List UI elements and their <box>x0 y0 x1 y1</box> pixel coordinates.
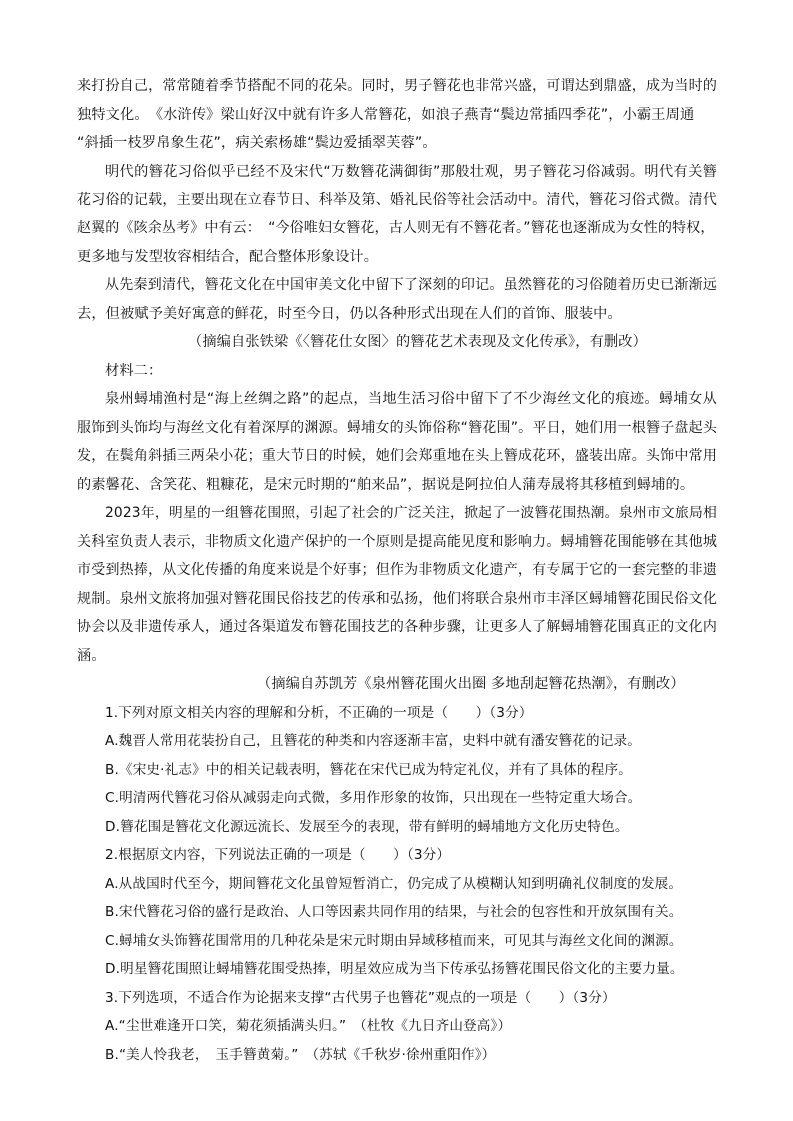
para2-line3: 赵翼的《陔余丛考》中有云： “今俗唯妇女簪花，古人则无有不簪花者。”簪花也逐渐成为女性的特权， <box>77 220 715 236</box>
question-3-option-a: A.“尘世难逢开口笑，菊花须插满头归。” （杜牧《九日齐山登高》） <box>105 1018 512 1034</box>
para5-line2: 关科室负责人表示，非物质文化遗产保护的一个原则是提高能见度和影响力。蟳埔簪花围能够在其他城 <box>77 534 717 550</box>
para2-line2: 花习俗的记载，主要出现在立春节日、科举及第、婚礼民俗等社会活动中。清代，簪花习俗式微。清代 <box>77 192 717 208</box>
para5-line6: 涵。 <box>77 648 106 664</box>
question-2-option-d: D.明星簪花围照让蟳埔簪花围受热捧，明星效应成为当下传承弘扬簪花围民俗文化的主要力量。 <box>105 961 684 977</box>
para3-line2: 去，但被赋予美好寓意的鲜花，时至今日，仍以各种形式出现在人们的首饰、服装中。 <box>77 306 622 322</box>
para1-line2: 独特文化。 《水浒传》梁山好汉中就有许多人常簪花，如浪子燕青“鬓边常插四季花”，小霸王周通 <box>77 107 695 123</box>
source-citation-2: （摘编自苏凯芳《泉州簪花围火出圈 多地刮起簪花热潮》，有删改） <box>257 676 685 692</box>
para4-line4: 的素馨花、含笑花、粗糠花，是宋元时期的“舶来品”，据说是阿拉伯人蒲寿晟将其移植到蟳埔的。 <box>77 477 695 493</box>
source-citation-1: （摘编自张铁梁《〈簪花仕女图〉的簪花艺术表现及文化传承》，有删改） <box>188 334 647 350</box>
question-2-stem: 2.根据原文内容，下列说法正确的一项是（ ）（3分） <box>105 847 451 863</box>
question-1-option-a: A.魏晋人常用花装扮自己，且簪花的种类和内容逐渐丰富，史料中就有潘安簪花的记录。 <box>105 733 641 749</box>
para4-line2: 服饰到头饰均与海丝文化有着深厚的渊源。蟳埔女的头饰俗称“簪花围”。平日，她们用一根簪子盘起头 <box>77 420 717 436</box>
para2-line4: 更多地与发型妆容相结合，配合整体形象设计。 <box>77 249 379 265</box>
para1-line1: 来打扮自己，常常随着季节搭配不同的花朵。同时，男子簪花也非常兴盛，可谓达到鼎盛，成为当时的 <box>77 78 717 94</box>
question-3-option-b: B.“美人怜我老， 玉手簪黄菊。” （苏轼《千秋岁·徐州重阳作》） <box>105 1047 496 1063</box>
question-2-option-b: B.宋代簪花习俗的盛行是政治、人口等因素共同作用的结果，与社会的包容性和开放氛围有关。 <box>105 904 683 920</box>
para5-line4: 规制。泉州文旅将加强对簪花围民俗技艺的传承和弘扬，他们将联合泉州市丰泽区蟳埔簪花围民俗文化 <box>77 591 717 607</box>
para2-line1: 明代的簪花习俗似乎已经不及宋代“万数簪花满御街”那般壮观，男子簪花习俗减弱。明代有关簪 <box>105 164 717 180</box>
para5-line1: 2023年，明星的一组簪花围照，引起了社会的广泛关注，掀起了一波簪花围热潮。泉州市文旅局相 <box>105 505 717 521</box>
material-two-heading: 材料二： <box>105 363 163 379</box>
question-3-stem: 3.下列选项，不适合作为论据来支撑“古代男子也簪花”观点的一项是（ ）（3分） <box>105 990 616 1006</box>
para3-line1: 从先秦到清代，簪花文化在中国审美文化中留下了深刻的印记。虽然簪花的习俗随着历史已渐渐远 <box>105 277 717 293</box>
para5-line5: 协会以及非遗传承人，通过各渠道发布簪花围技艺的各种步骤，让更多人了解蟳埔簪花围真正的文化内 <box>77 619 717 635</box>
question-2-option-c: C.蟳埔女头饰簪花围常用的几种花朵是宋元时期由异域移植而来，可见其与海丝文化间的渊源。 <box>105 933 683 949</box>
para4-line3: 发，在鬓角斜插三两朵小花；重大节日的时候，她们会郑重地在头上簪成花环，盛装出席。头饰中常用 <box>77 448 717 464</box>
question-1-option-b: B.《宋史·礼志》中的相关记载表明，簪花在宋代已成为特定礼仪，并有了具体的程序。 <box>105 762 632 778</box>
para5-line3: 市受到热捧，从文化传播的角度来说是个好事；但作为非物质文化遗产，有专属于它的一套完整的非遗 <box>77 562 717 578</box>
para4-line1: 泉州蟳埔渔村是“海上丝绸之路”的起点，当地生活习俗中留下了不少海丝文化的痕迹。蟳埔女从 <box>105 391 717 407</box>
question-1-option-c: C.明清两代簪花习俗从减弱走向式微，多用作形象的妆饰，只出现在一些特定重大场合。 <box>105 790 642 806</box>
question-1-option-d: D.簪花围是簪花文化源远流长、发展至今的表现，带有鲜明的蟳埔地方文化历史特色。 <box>105 819 629 835</box>
question-1-stem: 1.下列对原文相关内容的理解和分析，不正确的一项是（ ）（3分） <box>105 705 533 721</box>
para1-line3: “斜插一枝罗帛象生花”，病关索杨雄“鬓边爱插翠芙蓉”。 <box>77 135 437 151</box>
question-2-option-a: A.从战国时代至今，期间簪花文化虽曾短暂消亡，仍完成了从模糊认知到明确礼仪制度的发展。 <box>105 876 683 892</box>
